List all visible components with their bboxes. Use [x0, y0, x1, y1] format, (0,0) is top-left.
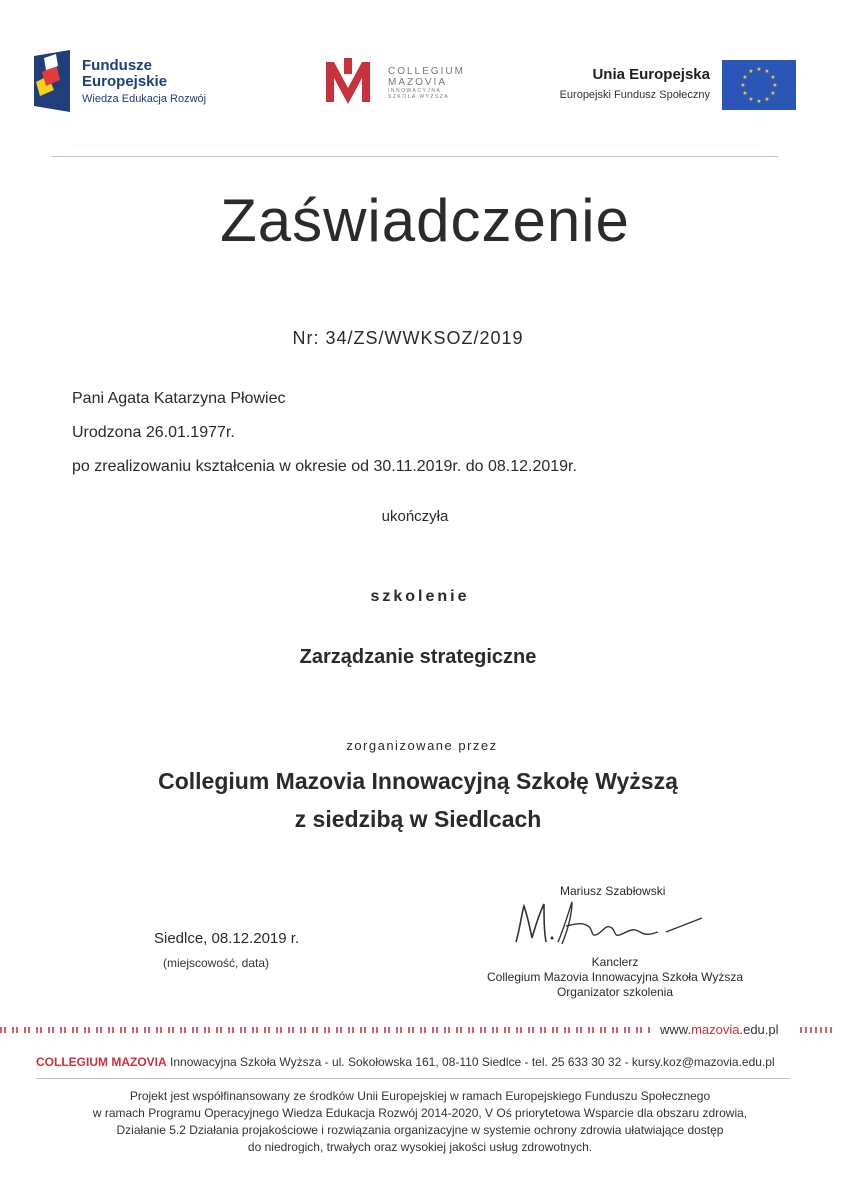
www-prefix: www. — [660, 1022, 692, 1037]
svg-text:★: ★ — [756, 66, 762, 73]
funding-line: Projekt jest współfinansowany ze środków Unii Europejskiej w ramach Europejskiego Funduszu Społecznego — [129, 1089, 711, 1103]
website-link[interactable] — [660, 1022, 779, 1037]
svg-text:★: ★ — [742, 90, 748, 97]
svg-text:★: ★ — [740, 82, 746, 89]
collegium-mazovia-logo-icon — [326, 58, 370, 106]
fundusze-europejskie-logo-icon — [34, 50, 70, 112]
www-brand: mazovia — [691, 1022, 740, 1037]
svg-text:★: ★ — [770, 74, 776, 81]
footer-dotted-line — [0, 1027, 652, 1033]
fundusze-europejskie-text — [82, 58, 206, 105]
cm-line4: SZKOŁA WYŻSZA — [388, 94, 450, 100]
training-period: po zrealizowaniu kształcenia w okresie od 30.11.2019r. do 08.12.2019r. — [72, 458, 577, 475]
address-brand: COLLEGIUM MAZOVIA — [36, 1055, 167, 1069]
svg-text:★: ★ — [748, 68, 754, 75]
place-date: Siedlce, 08.12.2019 r. — [154, 930, 300, 947]
unia-europejska-text — [520, 66, 710, 101]
funding-line: w ramach Programu Operacyjnego Wiedza Edukacja Rozwój 2014-2020, V Oś priorytetowa Wsparcie dla obszaru zdrowia, — [92, 1106, 748, 1120]
footer-dotted-line-end — [800, 1027, 834, 1033]
svg-text:★: ★ — [764, 68, 770, 75]
birth-date: Urodzona 26.01.1977r. — [72, 424, 235, 441]
course-name: Zarządzanie strategiczne — [299, 646, 537, 668]
cm-line2: MAZOVIA — [388, 77, 448, 88]
cm-line3: INNOWACYJNA — [388, 88, 442, 94]
organizer-line-2: z siedzibą w Siedlcach — [294, 806, 542, 832]
place-date-caption: (miejscowość, data) — [163, 956, 270, 970]
ue-subtitle: Europejski Fundusz Społeczny — [559, 89, 710, 101]
address-details: Innowacyjna Szkoła Wyższa - ul. Sokołowska 161, 08-110 Siedlce - tel. 25 633 30 32 - kursy.koz@mazovia.edu.pl — [166, 1055, 775, 1069]
footer-address — [36, 1055, 775, 1069]
signer-name: Mariusz Szabłowski — [560, 884, 666, 898]
signer-role-block — [470, 955, 760, 1000]
recipient-name: Pani Agata Katarzyna Płowiec — [72, 390, 286, 407]
funding-line: do niedrogich, trwałych oraz wysokiej jakości usług zdrowotnych. — [247, 1140, 593, 1154]
svg-text:★: ★ — [742, 74, 748, 81]
completed-label: ukończyła — [381, 508, 449, 525]
svg-text:★: ★ — [772, 82, 778, 89]
fe-subtitle: Wiedza Edukacja Rozwój — [82, 93, 207, 105]
fe-title: Fundusze Europejskie — [82, 57, 168, 90]
certificate-number: Nr: 34/ZS/WWKSOZ/2019 — [292, 328, 524, 348]
organizer-line-1: Collegium Mazovia Innowacyjną Szkołę Wyższą — [158, 768, 678, 794]
training-type: szkolenie — [370, 588, 470, 605]
svg-text:★: ★ — [748, 96, 754, 103]
cm-line1: COLLEGIUM — [388, 66, 465, 77]
www-suffix: .edu.pl — [739, 1022, 779, 1037]
eu-flag-icon — [722, 60, 796, 110]
signer-function: Organizator szkolenia — [556, 985, 674, 999]
funding-statement — [60, 1088, 780, 1156]
organized-by-label: zorganizowane przez — [346, 738, 498, 753]
signer-role: Kanclerz — [591, 955, 639, 969]
collegium-mazovia-wordmark — [388, 66, 465, 100]
header-divider — [52, 156, 778, 157]
ue-title: Unia Europejska — [592, 66, 710, 83]
svg-text:★: ★ — [770, 90, 776, 97]
svg-text:★: ★ — [756, 98, 762, 105]
footer-divider — [36, 1078, 790, 1079]
certificate-title: Zaświadczenie — [220, 187, 630, 254]
handwritten-signature-icon — [506, 898, 716, 948]
svg-text:★: ★ — [764, 96, 770, 103]
funding-line: Działanie 5.2 Działania projakościowe i rozwiązania organizacyjne w systemie ochrony zdrowia ułatwiające dostęp — [116, 1123, 724, 1137]
signer-organization: Collegium Mazovia Innowacyjna Szkoła Wyższa — [487, 970, 743, 984]
